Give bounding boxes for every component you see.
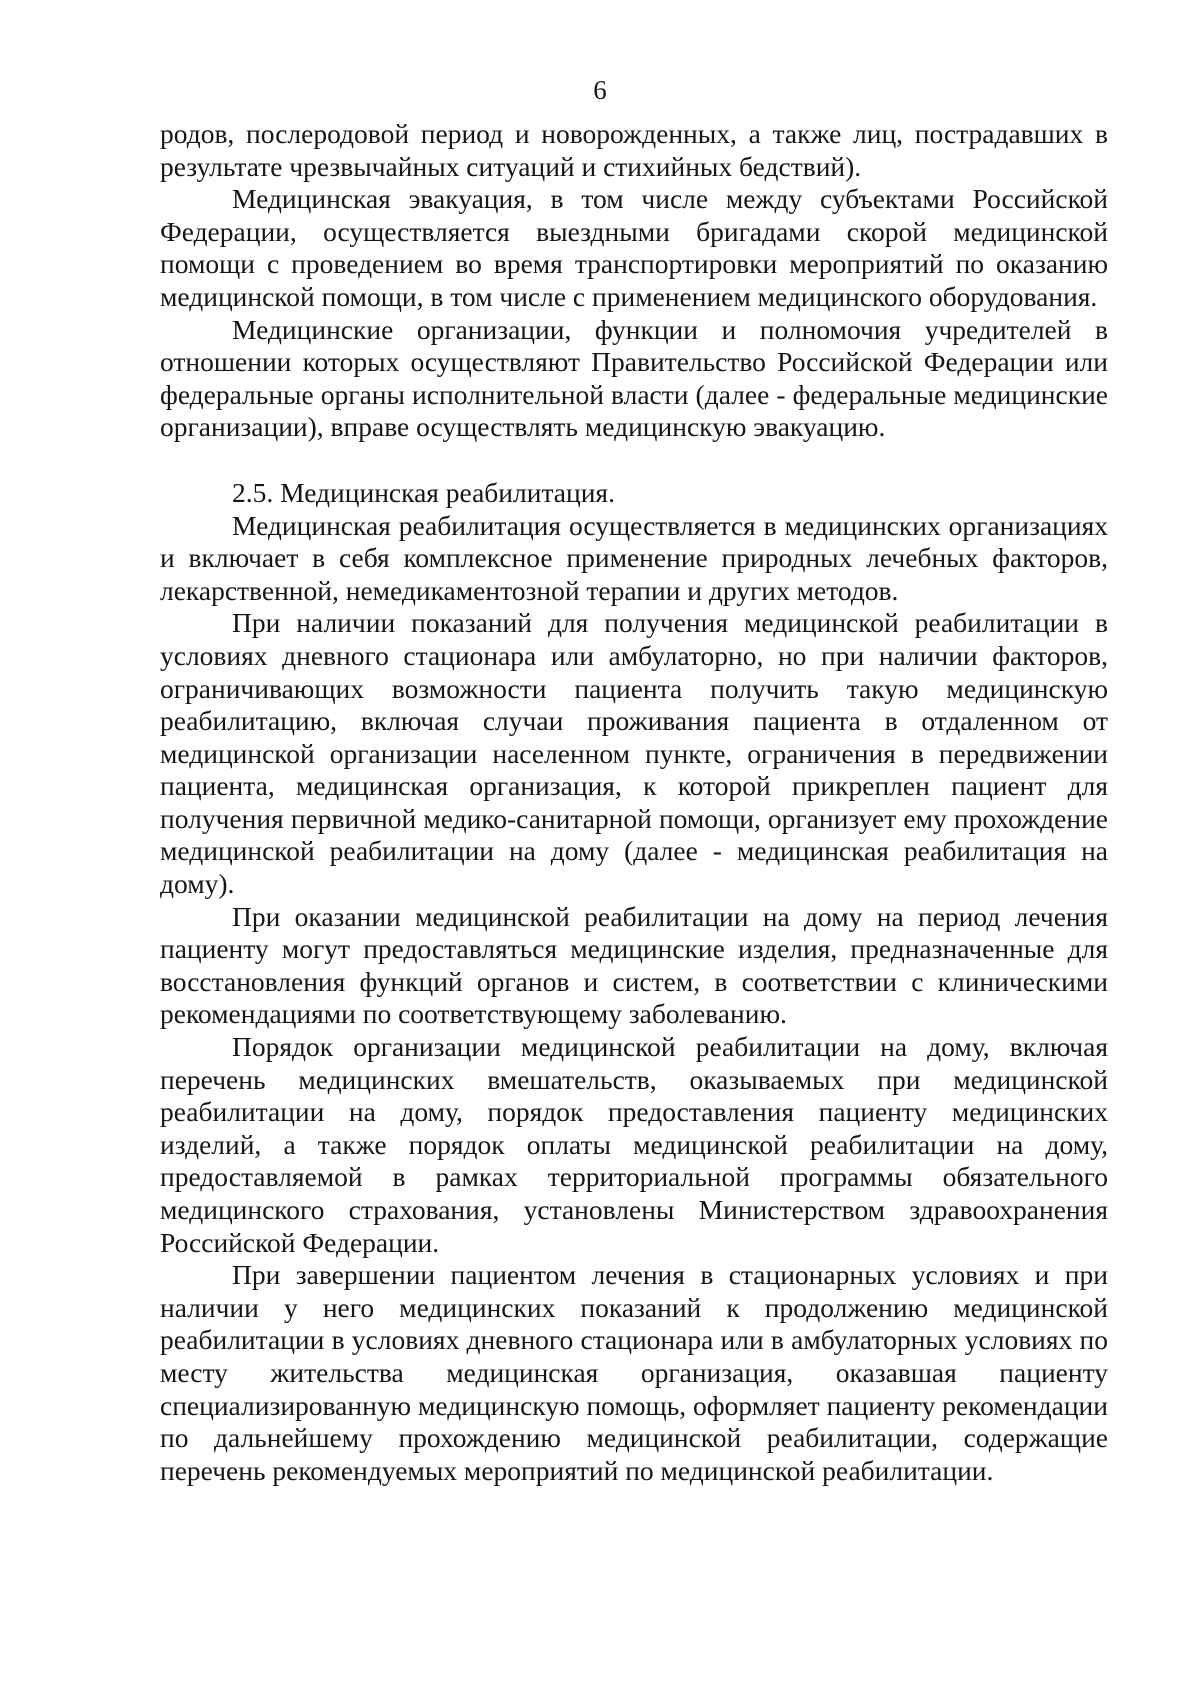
paragraph-medical-evacuation: Медицинская эвакуация, в том числе между субъектами Российской Федерации, осуществляется выездными бригадами скорой медицинской помощи с проведением во время транспортировки мероприятий по оказанию медицинской помощи, в том числе с применением медицинского оборудования.	[160, 183, 1108, 312]
document-body	[160, 118, 1108, 1487]
paragraph-home-rehabilitation: При наличии показаний для получения медицинской реабилитации в условиях дневного стационара или амбулаторно, но при наличии факторов, ограничивающих возможности пациента получить такую медицинскую реабилитацию, включая случаи проживания пациента в отдаленном от медицинской организации населенном пункте, ограничения в передвижении пациента, медицинская организация, к которой прикреплен пациент для получения первичной медико-санитарной помощи, организует ему прохождение медицинской реабилитации на дому (далее - медицинская реабилитация на дому).	[160, 607, 1108, 900]
paragraph-federal-organizations: Медицинские организации, функции и полномочия учредителей в отношении которых осуществляют Правительство Российской Федерации или федеральные органы исполнительной власти (далее - федеральные медицинские организации), вправе осуществлять медицинскую эвакуацию.	[160, 313, 1108, 443]
paragraph-medical-devices: При оказании медицинской реабилитации на дому на период лечения пациенту могут предоставляться медицинские изделия, предназначенные для восстановления функций органов и систем, в соответствии с клиническими рекомендациями по соответствующему заболеванию.	[160, 900, 1108, 1030]
paragraph-continuation: родов, послеродовой период и новорожденных, а также лиц, пострадавших в результате чрезвычайных ситуаций и стихийных бедствий).	[160, 118, 1108, 182]
paragraph-procedure: Порядок организации медицинской реабилитации на дому, включая перечень медицинских вмешательств, оказываемых при медицинской реабилитации на дому, порядок предоставления пациенту медицинских изделий, а также порядок оплаты медицинской реабилитации на дому, предоставляемой в рамках территориальной программы обязательного медицинского страхования, установлены Министерством здравоохранения Российской Федерации.	[160, 1031, 1108, 1258]
paragraph-rehabilitation-definition: Медицинская реабилитация осуществляется в медицинских организациях и включает в себя комплексное применение природных лечебных факторов, лекарственной, немедикаментозной терапии и других методов.	[160, 509, 1108, 606]
page-number: 6	[593, 75, 607, 105]
section-heading-rehabilitation: 2.5. Медицинская реабилитация.	[232, 476, 615, 508]
paragraph-discharge-recommendations: При завершении пациентом лечения в стационарных условиях и при наличии у него медицинских показаний к продолжению медицинской реабилитации в условиях дневного стационара или в амбулаторных условиях по месту жительства медицинская организация, оказавшая пациенту специализированную медицинскую помощь, оформляет пациенту рекомендации по дальнейшему прохождению медицинской реабилитации, содержащие перечень рекомендуемых мероприятий по медицинской реабилитации.	[160, 1259, 1108, 1486]
